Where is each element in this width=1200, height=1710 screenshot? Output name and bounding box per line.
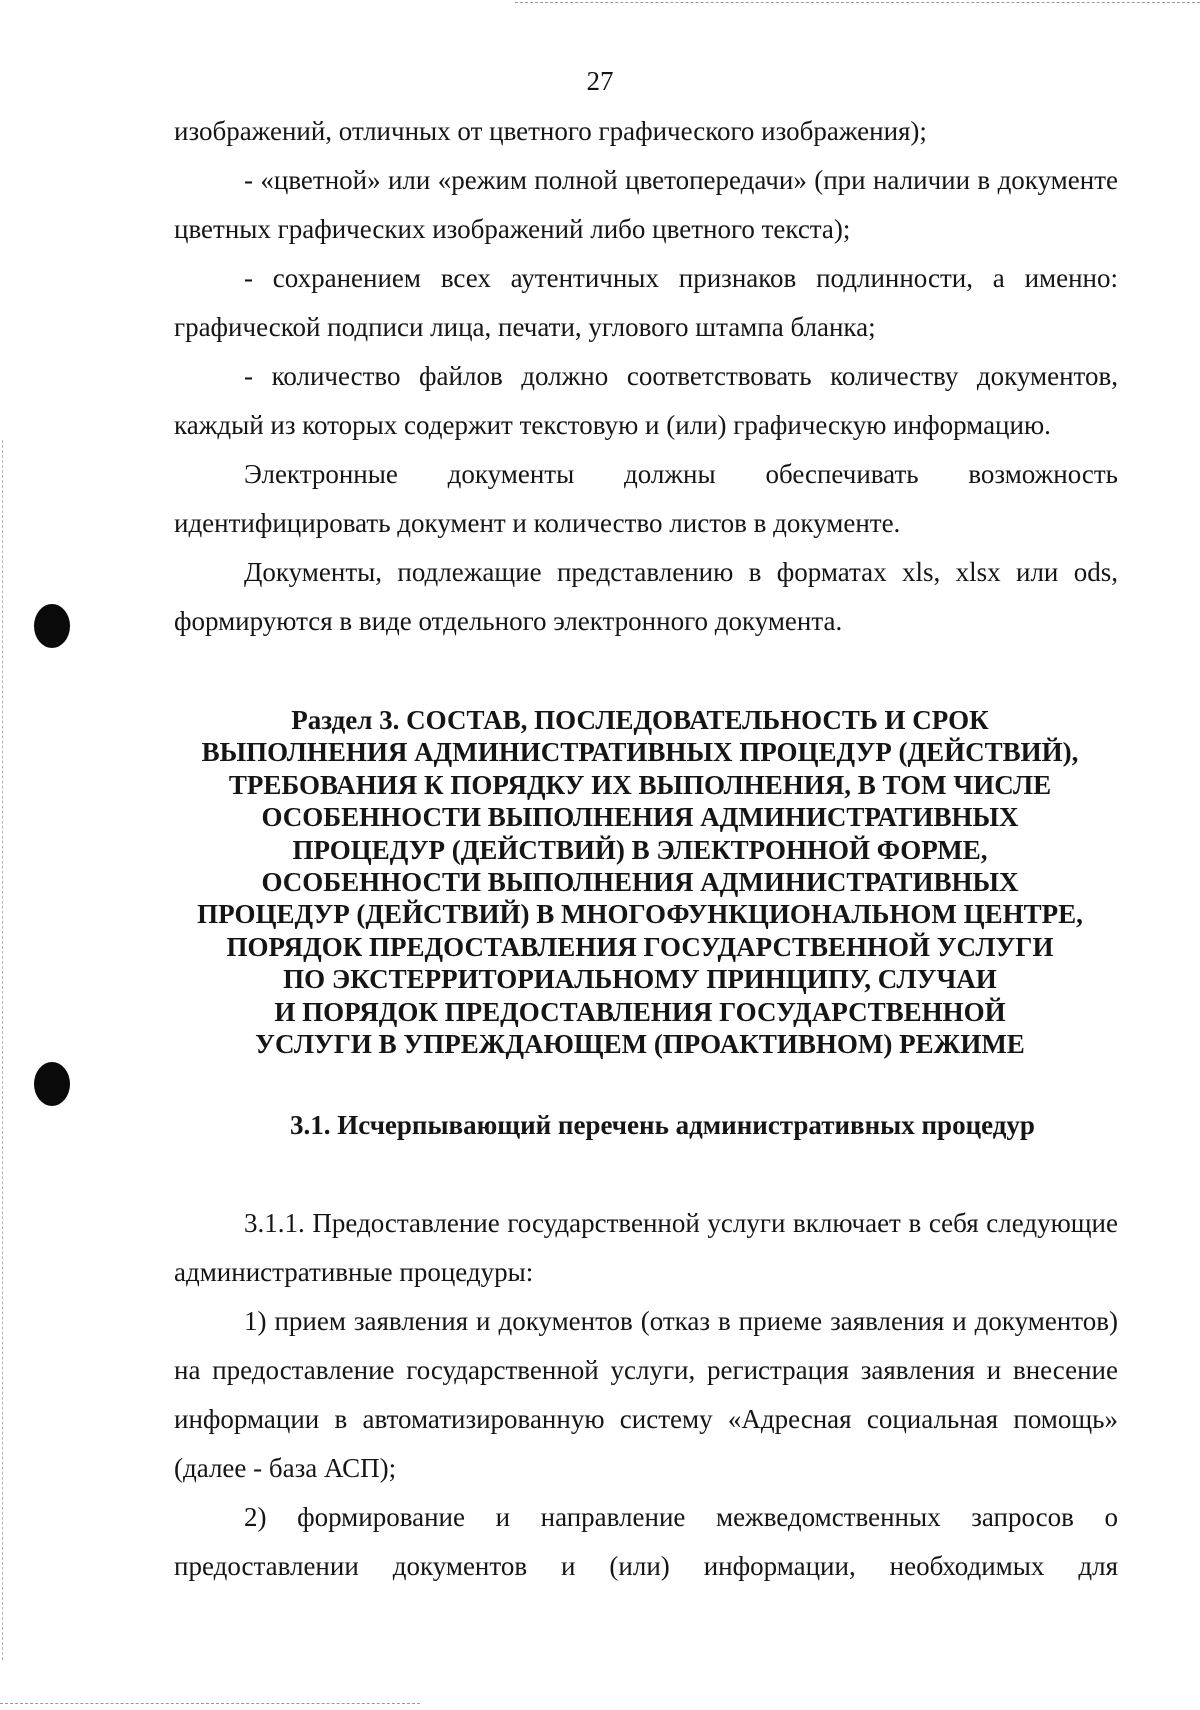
paragraph-procedures-intro: 3.1.1. Предоставление государственной услуги включает в себя следующие административные процедуры: — [174, 1208, 1118, 1287]
subsection-heading: 3.1. Исчерпывающий перечень административных процедур — [290, 1110, 1035, 1140]
scan-bottom-edge — [0, 1703, 420, 1704]
list-item-color-mode: - «цветной» или «режим полной цветопередачи» (при наличии в документе цветных графических изображений либо цветного текста); — [174, 165, 1118, 244]
section-heading — [150, 704, 1130, 1060]
list-item-procedure-2: 2) формирование и направление межведомственных запросов о предоставлении документов и (или) информации, необходимых для — [174, 1502, 1118, 1581]
paragraph-electronic-documents: Электронные документы должны обеспечивать возможность идентифицировать документ и количество листов в документе. — [174, 459, 1118, 538]
section-heading-line: ОСОБЕННОСТИ ВЫПОЛНЕНИЯ АДМИНИСТРАТИВНЫХ — [261, 867, 1019, 898]
page-number: 27 — [586, 66, 614, 96]
list-item-authenticity: - сохранением всех аутентичных признаков подлинности, а именно: графической подписи лица, печати, углового штампа бланка; — [174, 263, 1118, 342]
list-item-procedure-1: 1) прием заявления и документов (отказ в приеме заявления и документов) на предоставление государственной услуги, регистрация заявления и внесение информации в автоматизированную систему «Адресная социальная помощь» (далее - база АСП); — [174, 1306, 1118, 1483]
punch-hole-upper — [34, 604, 70, 648]
scan-left-edge — [2, 440, 3, 1660]
paragraph-spreadsheet-formats: Документы, подлежащие представлению в форматах xls, xlsx или ods, формируются в виде отдельного электронного документа. — [174, 557, 1118, 636]
section-heading-line: И ПОРЯДОК ПРЕДОСТАВЛЕНИЯ ГОСУДАРСТВЕННОЙ — [274, 996, 1006, 1027]
section-heading-line: ПОРЯДОК ПРЕДОСТАВЛЕНИЯ ГОСУДАРСТВЕННОЙ УСЛУГИ — [226, 931, 1054, 962]
section-heading-line: ТРЕБОВАНИЯ К ПОРЯДКУ ИХ ВЫПОЛНЕНИЯ, В ТОМ ЧИСЛЕ — [228, 769, 1052, 800]
section-heading-line: ПРОЦЕДУР (ДЕЙСТВИЙ) В МНОГОФУНКЦИОНАЛЬНОМ ЦЕНТРЕ, — [197, 899, 1083, 930]
section-heading-line: ОСОБЕННОСТИ ВЫПОЛНЕНИЯ АДМИНИСТРАТИВНЫХ — [261, 802, 1019, 833]
scan-top-edge — [515, 2, 1200, 3]
paragraph-continuation: изображений, отличных от цветного графического изображения); — [174, 116, 927, 146]
section-heading-line: ПО ЭКСТЕРРИТОРИАЛЬНОМУ ПРИНЦИПУ, СЛУЧАИ — [283, 964, 997, 995]
section-heading-line: ВЫПОЛНЕНИЯ АДМИНИСТРАТИВНЫХ ПРОЦЕДУР (ДЕЙСТВИЙ), — [201, 737, 1079, 768]
list-item-file-count: - количество файлов должно соответствовать количеству документов, каждый из которых содержит текстовую и (или) графическую информацию. — [174, 361, 1118, 440]
section-heading-line: Раздел 3. СОСТАВ, ПОСЛЕДОВАТЕЛЬНОСТЬ И СРОК — [291, 705, 989, 735]
section-heading-line: УСЛУГИ В УПРЕЖДАЮЩЕМ (ПРОАКТИВНОМ) РЕЖИМЕ — [255, 1029, 1025, 1060]
punch-hole-lower — [34, 1062, 70, 1106]
section-heading-line: ПРОЦЕДУР (ДЕЙСТВИЙ) В ЭЛЕКТРОННОЙ ФОРМЕ, — [292, 834, 988, 865]
